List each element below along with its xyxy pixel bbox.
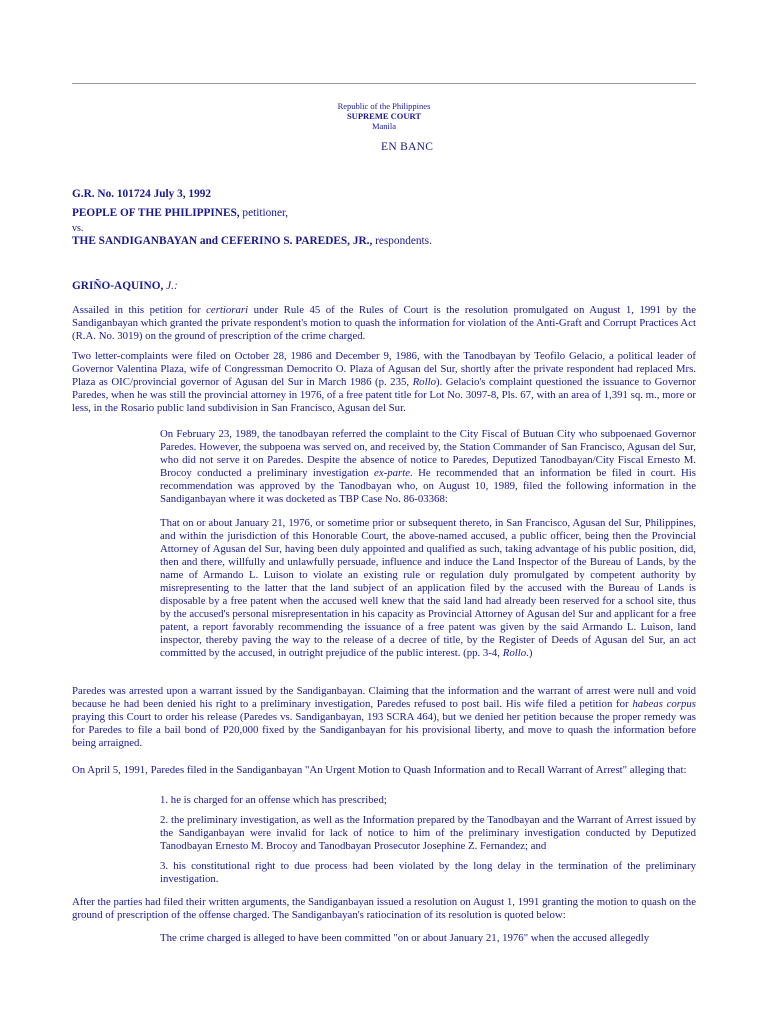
list-item-3: 3. his constitutional right to due process had been violated by the long delay in the termination of the preliminary investigation.	[160, 860, 696, 885]
versus-label: vs.	[72, 223, 84, 234]
paragraph-3-italic: habeas corpus	[632, 698, 696, 710]
paragraph-1-text-a: Assailed in this petition for	[72, 304, 207, 316]
respondent-role: respondents.	[372, 235, 432, 247]
paragraph-1-italic: certiorari	[206, 304, 249, 316]
list-item-2: 2. the preliminary investigation, as well as the Information prepared by the Tanodbayan and the Warrant of Arrest issued by the Sandiganbayan were invalid for lack of notice to him of the preliminary investigation conducted by Deputized Tanodbayan Ernesto M. Brocoy and Tanodbayan Prosecutor Josephine Z. Fernandez; and	[160, 814, 696, 852]
paragraph-1	[72, 304, 696, 343]
quote-3: The crime charged is alleged to have been committed "on or about January 21, 1976" when the accused allegedly	[160, 932, 650, 944]
quote-1-italic: ex-parte	[374, 467, 411, 479]
respondent-line	[72, 235, 432, 248]
petitioner-name: PEOPLE OF THE PHILIPPINES,	[72, 207, 240, 219]
ponente-line	[72, 280, 178, 293]
quote-2-text-b: .)	[526, 647, 533, 659]
city-heading: Manila	[371, 121, 397, 131]
quote-1-text-b: . He recommended that an information be filed in court. His recommendation was approved by the Tanodbayan who, on August 10, 1989, filed the following information in the Sandiganbayan where it was docketed as TBP Case No. 86-03368:	[160, 467, 696, 505]
petitioner-line	[72, 207, 288, 220]
quote-2-italic: Rollo	[502, 647, 527, 659]
paragraph-2-text-b: ). Gelacio's complaint questioned the issuance to Governor Paredes, when he was still the provincial attorney in 1976, of a free patent title for Lot No. 3097-8, Pls. 67, with an area of 1,391 sq. m., more or less, in the Rosario public land subdivision in San Francisco, Agusan del Sur.	[72, 376, 697, 414]
ponente-name: GRIÑO-AQUINO,	[72, 280, 164, 292]
top-divider	[72, 83, 696, 84]
paragraph-2-text-a: Two letter-complaints were filed on October 28, 1986 and December 9, 1986, with the Tanodbayan by Teofilo Gelacio, a political leader of Governor Valentina Plaza, wife of Congressman Democrito O. Plaza of Agusan del Sur, shortly after the private respondent had replaced Mrs. Plaza as OIC/provincial governor of Agusan del Sur in March 1986 (p. 235,	[72, 350, 696, 388]
country-heading: Republic of the Philippines	[337, 101, 431, 111]
paragraph-2-italic: Rollo	[412, 376, 436, 388]
petitioner-role: petitioner,	[239, 207, 289, 219]
quote-1	[160, 428, 696, 506]
quote-2-information	[160, 517, 696, 660]
paragraph-4: On April 5, 1991, Paredes filed in the Sandiganbayan "An Urgent Motion to Quash Information and to Recall Warrant of Arrest" alleging that:	[72, 764, 687, 776]
quote-1-text-a: On February 23, 1989, the tanodbayan referred the complaint to the City Fiscal of Butuan City who subpoenaed Governor Paredes. However, the subpoena was served on, and received by, the Station Commander of San Francisco, Agusan del Sur, who did not serve it on Paredes. Despite the absence of notice to Paredes, Deputized Tanodbayan/City Fiscal Ernesto M. Brocoy conducted a preliminary investigation	[160, 428, 696, 479]
paragraph-3-text-a: Paredes was arrested upon a warrant issued by the Sandiganbayan. Claiming that the information and the warrant of arrest were null and void because he had been denied his right to a preliminary investigation, Paredes refused to post bail. His wife filed a petition for	[72, 685, 696, 710]
division-heading: EN BANC	[381, 141, 434, 153]
quote-2-text-a: That on or about January 21, 1976, or sometime prior or subsequent thereto, in San Francisco, Agusan del Sur, Philippines, and within the jurisdiction of this Honorable Court, the above-named accused, a public officer, being then the Provincial Attorney of Agusan del Sur, having been duly appointed and qualified as such, taking advantage of his public position, did, then and there, willfully and unlawfully persuade, influence and induce the Land Inspector of the Bureau of Lands, by the name of Armando L. Luison to violate an existing rule or regulation duly promulgated by competent authority by misrepresenting to the latter that the land subject of an application filed by the accused with the Bureau of Lands is disposable by a free patent when the accused well knew that the said land had already been reserved for a school site, thus by the accused's personal misrepresentation in his capacity as Provincial Attorney of Agusan del Sur and applicant for a free patent, a report favorably recommending the issuance of a free patent was given by the said Armando L. Luison, land inspector, thereby paving the way to the release of a decree of title, by the Register of Deeds of Agusan del Sur, an act committed by the accused, in outright prejudice of the public interest. (pp. 3-4,	[160, 517, 696, 659]
paragraph-1-text-b: under Rule 45 of the Rules of Court is the resolution promulgated on August 1, 1991 by the Sandiganbayan which granted the private respondent's motion to quash the information for violation of the Anti-Graft and Corrupt Practices Act (R.A. No. 3019) on the ground of prescription of the crime charged.	[72, 304, 696, 342]
list-item-1: 1. he is charged for an offense which has prescribed;	[160, 794, 387, 806]
respondent-name: THE SANDIGANBAYAN and CEFERINO S. PAREDES, JR.,	[72, 235, 373, 247]
paragraph-3-text-b: praying this Court to order his release (Paredes vs. Sandiganbayan, 193 SCRA 464), but we denied her petition because the proper remedy was for Paredes to file a bail bond of P20,000 fixed by the Sandiganbayan for his provisional liberty, and move to quash the information before being arraigned.	[72, 711, 696, 749]
paragraph-2	[72, 350, 696, 415]
paragraph-5: After the parties had filed their written arguments, the Sandiganbayan issued a resolution on August 1, 1991 granting the motion to quash on the ground of prescription of the offense charged. The Sandiganbayan's ratiocination of its resolution is quoted below:	[72, 896, 696, 921]
court-heading: SUPREME COURT	[346, 111, 422, 121]
paragraph-3	[72, 685, 696, 750]
ponente-suffix: J.:	[163, 280, 178, 292]
case-number: G.R. No. 101724 July 3, 1992	[72, 188, 212, 200]
